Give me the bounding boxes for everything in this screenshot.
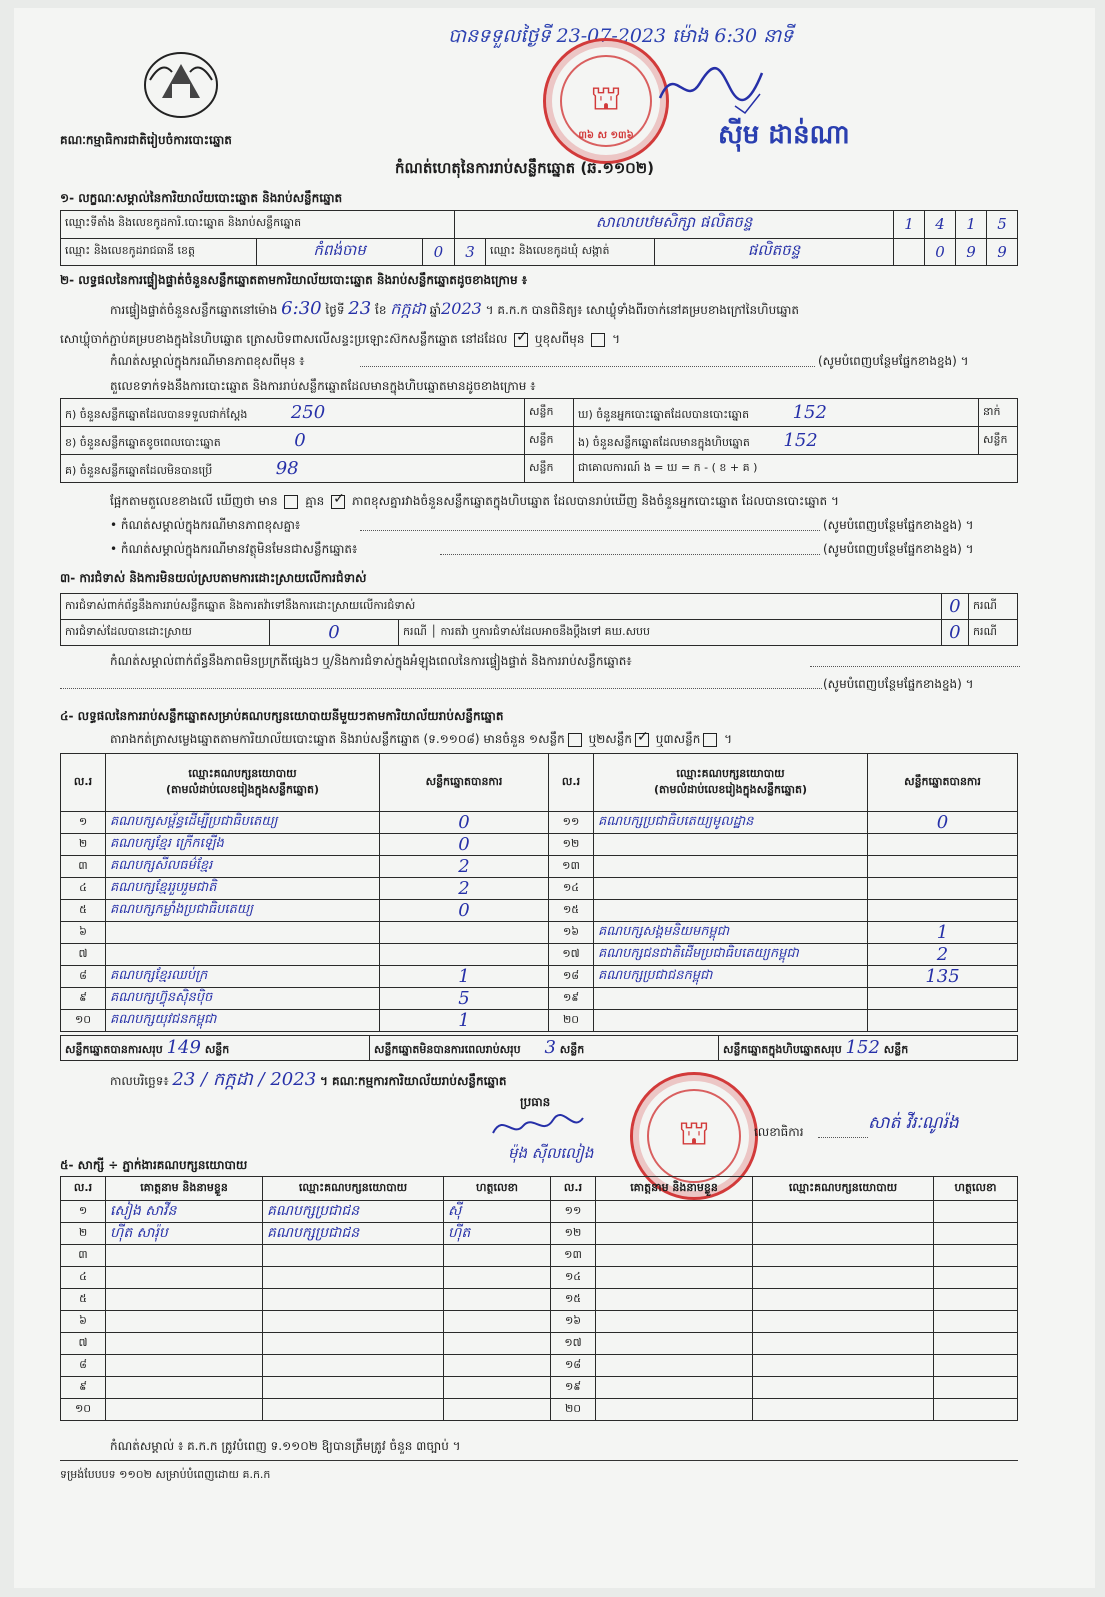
witness-signature: [934, 1311, 1018, 1333]
vote-count: [868, 1010, 1018, 1032]
row-number: ១៧: [551, 1333, 596, 1355]
row-number: ១២: [549, 834, 594, 856]
secretary-label: លេខាធិការ: [754, 1125, 804, 1139]
total-invalid: 3: [544, 1037, 556, 1058]
witness-signature: [934, 1355, 1018, 1377]
three-sheet-checkbox[interactable]: [703, 733, 717, 747]
table-row: [61, 812, 1018, 834]
note-hint: (សូមបំពេញបន្ថែមផ្នែកខាងខ្នង) ។: [818, 354, 969, 368]
witness-signature: [444, 1377, 551, 1399]
witness-signature: ហ៊ីត: [444, 1223, 551, 1245]
witness-party: [263, 1289, 444, 1311]
row-number: ១២: [551, 1223, 596, 1245]
witness-party: [263, 1399, 444, 1421]
row-number: ១០: [61, 1399, 106, 1421]
witness-party: [753, 1245, 934, 1267]
witness-name: [596, 1289, 753, 1311]
figures-intro: តួលេខទាក់ទងនឹងការបោះឆ្នោត និងការរាប់សន្លឹកឆ្នោតដែលមានក្នុងហិបឆ្នោតមានដូចខាងក្រោម ៖: [110, 379, 536, 393]
section1-table: ឈ្មោះទីតាំង និងលេខកូដការិ.បោះឆ្នោត និងរាប់សន្លឹកឆ្នោត សាលាបឋមសិក្សា ផលិតចន្ទ 1 4 1 5 ឈ្មោះ និងលេខកូដរាជធានី ខេត្ត កំពង់ចាម 0 3 ឈ្មោះ និងលេខកូដឃុំ សង្កាត់ ផលិតចន្ទ 0 9 9: [60, 210, 1018, 266]
note-difference: • កំណត់សម្គាល់ក្នុងករណីមានភាពខុសគ្នា៖: [110, 518, 301, 532]
province-label: ឈ្មោះ និងលេខកូដរាជធានី ខេត្ត: [61, 238, 257, 266]
witness-name: [596, 1355, 753, 1377]
witness-signature: [934, 1201, 1018, 1223]
polling-station-value: សាលាបឋមសិក្សា ផលិតចន្ទ: [455, 211, 894, 239]
unchanged-checkbox[interactable]: ✓: [516, 328, 528, 345]
witness-signature: ស៊ី: [444, 1201, 551, 1223]
table-row: [61, 1267, 1018, 1289]
row-number: ១៤: [551, 1267, 596, 1289]
witness-party: [753, 1355, 934, 1377]
party-name: [594, 1010, 868, 1032]
vote-count: 2: [380, 856, 549, 878]
note-foreign-object: • កំណត់សម្គាល់ក្នុងករណីមានវត្ថុមិនមែនជាសន្លឹកឆ្នោត៖: [110, 542, 358, 556]
row-number: ៧: [61, 944, 106, 966]
party-name: [594, 988, 868, 1010]
nec-logo: [142, 50, 220, 120]
witness-name: សៀង សាវីន: [106, 1201, 263, 1223]
appeal-count: 0: [941, 620, 968, 646]
party-name: [106, 922, 380, 944]
vote-count: [380, 944, 549, 966]
witness-name: ហ៊ីត សារ៉ុប: [106, 1223, 263, 1245]
witness-signature: [934, 1377, 1018, 1399]
section3-heading: ៣- ការជំទាស់ និងការមិនយល់ស្របតាមការដោះស្រាយលើការជំទាស់: [60, 571, 367, 585]
vote-count: 0: [868, 812, 1018, 834]
witness-signature: [444, 1311, 551, 1333]
section2-heading: ២- លទ្ធផលនៃការផ្ទៀងផ្ទាត់ចំនួនសន្លឹកឆ្នោតតាមការិយាល័យបោះឆ្នោត និងរាប់សន្លឹកឆ្នោតដូចខាងក្រោម ៖: [60, 273, 528, 287]
row-number: ៩: [61, 1377, 106, 1399]
row-number: ៨: [61, 1355, 106, 1377]
chair-name: ម៉ុង ស៊ីលលៀង: [508, 1144, 594, 1162]
witness-name: [596, 1201, 753, 1223]
witness-name: [596, 1245, 753, 1267]
witness-signature: [934, 1223, 1018, 1245]
date-line: កាលបរិច្ឆេទ៖ 23 / កក្កដា / 2023 ។ គណៈកម្មការការិយាល័យរាប់សន្លឹកឆ្នោត: [110, 1069, 507, 1090]
table-row: [61, 1311, 1018, 1333]
witness-name: [596, 1399, 753, 1421]
witness-party: [753, 1311, 934, 1333]
table-row: [61, 878, 1018, 900]
row-number: ២០: [549, 1010, 594, 1032]
commune-label: ឈ្មោះ និងលេខកូដឃុំ សង្កាត់: [486, 238, 655, 266]
date-value: 23 / កក្កដា / 2023: [172, 1069, 317, 1090]
table-row: [61, 966, 1018, 988]
table-row: [61, 1333, 1018, 1355]
party-name: គណបក្សប្រជាធិបតេយ្យមូលដ្ឋាន: [594, 812, 868, 834]
witness-party: គណបក្សប្រជាជន: [263, 1201, 444, 1223]
party-name: គណបក្សជនជាតិដើមប្រជាធិបតេយ្យកម្ពុជា: [594, 944, 868, 966]
vote-count: [868, 988, 1018, 1010]
witness-name: [106, 1245, 263, 1267]
one-sheet-checkbox[interactable]: [568, 733, 582, 747]
secretary-name: សាត់ វីរៈណូរ៉ង: [868, 1113, 959, 1133]
tally-sheet-line: តារាងកត់ត្រាសម្លេងឆ្នោតតាមការិយាល័យបោះឆ្នោត និងរាប់សន្លឹកឆ្នោត (ទ.១១០៨) មានចំនួន ១សន្លឹក ឬ២សន្លឹក ✓ ឬ៣សន្លឹក ។: [110, 728, 733, 746]
witness-party: [753, 1377, 934, 1399]
table-row: [61, 1010, 1018, 1032]
vote-count: 0: [380, 900, 549, 922]
witness-party: [263, 1333, 444, 1355]
table-row: [61, 900, 1018, 922]
chair-label: ប្រធាន: [520, 1095, 551, 1109]
row-number: ១៣: [549, 856, 594, 878]
table-row: [61, 1245, 1018, 1267]
total-in-box: 152: [845, 1037, 880, 1058]
witness-table: ល.រ គោត្តនាម និងនាមខ្លួន ឈ្មោះគណបក្សនយោបាយ ហត្ថលេខា ល.រ គោត្តនាម និងនាមខ្លួន ឈ្មោះគណបក្សនយោបាយ ហត្ថលេខា ១ សៀង សាវីន គណបក្សប្រជាជន ស៊ី ១១ ២ ហ៊ីត សារ៉ុប គណបក្សប្រជាជន ហ៊ីត ១២ ៣ ១៣ ៤ ១៤ ៥ ១៥ ៦ ១៦ ៧ ១៧ ៨ ១៨ ៩ ១៩ ១០ ២០: [60, 1176, 1018, 1421]
vote-count: 135: [868, 966, 1018, 988]
witness-name: [106, 1311, 263, 1333]
witness-name: [596, 1377, 753, 1399]
witness-name: [596, 1311, 753, 1333]
vote-count: [868, 878, 1018, 900]
spoiled-count: 0: [294, 429, 306, 451]
table-row: [61, 1399, 1018, 1421]
ballots-in-box: 152: [783, 429, 818, 451]
witness-party: [753, 1333, 934, 1355]
difference-line: ផ្អែកតាមតួលេខខាងលើ ឃើញថា មាន គ្មាន ✓ ភាពខុសគ្នារវាងចំនួនសន្លឹកឆ្នោតក្នុងហិបឆ្នោត ដែលបានរាប់ឃើញ និងចំនួនអ្នកបោះឆ្នោត ដែលបានបោះឆ្នោត ។: [110, 490, 839, 508]
row-number: ១០: [61, 1010, 106, 1032]
witness-signature: [934, 1289, 1018, 1311]
province-value: កំពង់ចាម: [257, 238, 422, 266]
table-row: [61, 1355, 1018, 1377]
section4-heading: ៤- លទ្ធផលនៃការរាប់សន្លឹកឆ្នោតសម្រាប់គណបក្សនយោបាយនីមួយៗតាមការិយាល័យរាប់សន្លឹកឆ្នោត: [60, 709, 504, 723]
row-number: ៩: [61, 988, 106, 1010]
row-number: ១: [61, 1201, 106, 1223]
stamp-emblem-icon: ⛫: [678, 1113, 710, 1154]
row-number: ៦: [61, 922, 106, 944]
party-name: គណបក្សប្រជាជនកម្ពុជា: [594, 966, 868, 988]
table-row: [61, 1201, 1018, 1223]
witness-name: [106, 1289, 263, 1311]
row-number: ៣: [61, 1245, 106, 1267]
party-name: គណបក្សកម្លាំងប្រជាធិបតេយ្យ: [106, 900, 380, 922]
table-row: [61, 944, 1018, 966]
vote-count: 1: [868, 922, 1018, 944]
table-row: [61, 1377, 1018, 1399]
witness-signature: [444, 1355, 551, 1377]
vote-count: 2: [380, 878, 549, 900]
table-row: [61, 1223, 1018, 1245]
commune-value: ផលិតចន្ទ: [655, 238, 894, 266]
changed-checkbox[interactable]: [591, 333, 605, 347]
objections-count: 0: [941, 594, 968, 620]
received-note: បានទទួលថ្ងៃទី 23-07-2023 ម៉ោង 6:30 នាទី: [448, 25, 794, 47]
official-stamp-top: ⛫ ៣៦ ស ១៣៦: [543, 38, 669, 164]
row-number: ១៦: [549, 922, 594, 944]
witness-signature: [444, 1333, 551, 1355]
row-number: ៤: [61, 878, 106, 900]
received-count: 250: [290, 401, 326, 423]
row-number: ១៤: [549, 878, 594, 900]
row-number: ១៥: [549, 900, 594, 922]
witness-party: [753, 1201, 934, 1223]
row-number: ១៣: [551, 1245, 596, 1267]
row-number: ១: [61, 812, 106, 834]
section1-heading: ១- លក្ខណៈសម្គាល់នៃការិយាល័យបោះឆ្នោត និងរាប់សន្លឹកឆ្នោត: [60, 191, 343, 205]
witness-party: [263, 1355, 444, 1377]
vote-count: 5: [380, 988, 549, 1010]
verify-line: ការផ្ទៀងផ្ទាត់ចំនួនសន្លឹកឆ្នោតនៅម៉ោង 6:30 ថ្ងៃទី 23 ខែ កក្កដា ឆ្នាំ2023 ។ គ.ក.ក បានពិនិត្យ៖ សោឃ្លុំទាំងពីរចាក់នៅគម្របខាងក្រៅនៃហិបឆ្នោត: [110, 298, 800, 319]
vote-count: [868, 856, 1018, 878]
witness-party: [263, 1245, 444, 1267]
witness-signature: [444, 1245, 551, 1267]
witness-signature: [934, 1399, 1018, 1421]
vote-count: [868, 834, 1018, 856]
party-name: គណបក្សខ្មែរឈប់ក្រ: [106, 966, 380, 988]
row-number: ៣: [61, 856, 106, 878]
voters-count: 152: [792, 401, 827, 423]
resolved-count: 0: [270, 620, 399, 646]
witness-party: [753, 1399, 934, 1421]
witness-signature: [444, 1399, 551, 1421]
row-number: ៨: [61, 966, 106, 988]
irregularity-note: កំណត់សម្គាល់ពាក់ព័ន្ធនឹងភាពមិនប្រក្រតីផ្សេងៗ ឬ/និងការជំទាស់ក្នុងអំឡុងពេលនៃការផ្ទៀងផ្ទាត់ និងការរាប់សន្លឹកឆ្នោត៖: [110, 654, 632, 668]
figures-table: ក) ចំនួនសន្លឹកឆ្នោតដែលបានទទួលជាក់ស្តែង 250 សន្លឹក ឃ) ចំនួនអ្នកបោះឆ្នោតដែលបានបោះឆ្នោត 152 នាក់ ខ) ចំនួនសន្លឹកឆ្នោតខូចពេលបោះឆ្នោត 0 សន្លឹក ង) ចំនួនសន្លឹកឆ្នោតដែលមានក្នុងហិបឆ្នោត 152 សន្លឹក គ) ចំនួនសន្លឹកឆ្នោតដែលមិនបានប្រើ 98 សន្លឹក ជាគោលការណ៍ ង = ឃ = ក - ( ខ + គ ): [60, 398, 1018, 483]
table-row: [61, 922, 1018, 944]
row-number: ១៧: [549, 944, 594, 966]
row-number: ១១: [549, 812, 594, 834]
party-name: [594, 900, 868, 922]
row-number: ៦: [61, 1311, 106, 1333]
two-sheet-checkbox[interactable]: ✓: [636, 728, 649, 745]
row-number: ២: [61, 1223, 106, 1245]
party-name: [594, 834, 868, 856]
witness-party: គណបក្សប្រជាជន: [263, 1223, 444, 1245]
row-number: ២០: [551, 1399, 596, 1421]
witness-signature: [934, 1333, 1018, 1355]
vote-count: 0: [380, 834, 549, 856]
form-note: ទម្រង់បែបបទ ១១០២ សម្រាប់បំពេញដោយ គ.ក.ក: [60, 1468, 271, 1481]
committee-name: គណៈកម្មាធិការជាតិរៀបចំការបោះឆ្នោត: [60, 133, 232, 147]
witness-name: [106, 1355, 263, 1377]
witness-signature: [444, 1267, 551, 1289]
table-row: [61, 856, 1018, 878]
has-difference-checkbox[interactable]: [284, 495, 298, 509]
row-number: ៥: [61, 1289, 106, 1311]
row-number: ២: [61, 834, 106, 856]
party-name: គណបក្សខ្មែររួបរួមជាតិ: [106, 878, 380, 900]
total-valid: 149: [166, 1037, 201, 1058]
no-difference-checkbox[interactable]: ✓: [333, 490, 345, 507]
table-row: [61, 988, 1018, 1010]
row-number: ១៨: [549, 966, 594, 988]
stamp-emblem-icon: ⛫: [590, 78, 622, 119]
row-number: ៥: [61, 900, 106, 922]
witness-party: [263, 1377, 444, 1399]
vote-count: 1: [380, 966, 549, 988]
party-name: គណបក្សសង្គមនិយមកម្ពុជា: [594, 922, 868, 944]
objections-table: ការជំទាស់ពាក់ព័ន្ធនឹងការរាប់សន្លឹកឆ្នោត និងការតវ៉ាទៅនឹងការដោះស្រាយលើការជំទាស់ 0 ករណី ការជំទាស់ដែលបានដោះស្រាយ 0 ករណី │ ការតវ៉ា ឬការជំទាស់ដែលអាចនឹងប្តឹងទៅ គឃ.សបប 0 ករណី: [60, 593, 1018, 646]
witness-name: [596, 1333, 753, 1355]
table-row: [61, 834, 1018, 856]
row-number: ៤: [61, 1267, 106, 1289]
party-name: គណបក្សសីលធម៌ខ្មែរ: [106, 856, 380, 878]
vote-count: 1: [380, 1010, 549, 1032]
receiver-name: ស៊ីម ដាន់ណា: [718, 120, 850, 150]
witness-name: [106, 1333, 263, 1355]
vote-count: 0: [380, 812, 549, 834]
row-number: ១៦: [551, 1311, 596, 1333]
verify-line-2: សោឃ្លុំចាក់ភ្ជាប់គម្របខាងក្នុងនៃហិបឆ្នោត ត្រោសបិទពាសលើសន្ទះប្រឡោះស៊កសន្លឹកឆ្នោត នៅដដែល ✓ ឬខុសពីមុន ។: [60, 328, 620, 346]
unused-count: 98: [275, 457, 299, 479]
witness-party: [753, 1267, 934, 1289]
witness-name: [596, 1223, 753, 1245]
witness-name: [596, 1267, 753, 1289]
vote-count: 2: [868, 944, 1018, 966]
polling-station-label: ឈ្មោះទីតាំង និងលេខកូដការិ.បោះឆ្នោត និងរាប់សន្លឹកឆ្នោត: [61, 211, 455, 239]
witness-name: [106, 1267, 263, 1289]
row-number: ៧: [61, 1333, 106, 1355]
section5-heading: ៥- សាក្សី ÷ ភ្នាក់ងារគណបក្សនយោបាយ: [60, 1158, 248, 1172]
party-name: [594, 856, 868, 878]
vote-count: [380, 922, 549, 944]
witness-party: [263, 1267, 444, 1289]
results-totals: សន្លឹកឆ្នោតបានការសរុប 149 សន្លឹក សន្លឹកឆ្នោតមិនបានការពេលរាប់សរុប 3 សន្លឹក សន្លឹកឆ្នោតក្នុងហិបឆ្នោតសរុប 152 សន្លឹក: [60, 1035, 1018, 1061]
chair-signature: [488, 1108, 588, 1148]
witness-signature: [444, 1289, 551, 1311]
party-name: គណបក្សសម្ព័ន្ធដើម្បីប្រជាធិបតេយ្យ: [106, 812, 380, 834]
table-row: [61, 1289, 1018, 1311]
witness-party: [263, 1311, 444, 1333]
witness-name: [106, 1377, 263, 1399]
footnote: កំណត់សម្គាល់ ៖ គ.ក.ក ត្រូវបំពេញ ទ.១១០២ ឱ្យបានត្រឹមត្រូវ ចំនួន ៣ច្បាប់ ។: [110, 1439, 461, 1453]
party-name: គណបក្សខ្មែរ ក្រើកឡើង: [106, 834, 380, 856]
witness-name: [106, 1399, 263, 1421]
form-title: កំណត់ហេតុនៃការរាប់សន្លឹកឆ្នោត (ឆ.១១០២): [395, 159, 655, 177]
witness-signature: [934, 1245, 1018, 1267]
party-name: គណបក្សយុវជនកម្ពុជា: [106, 1010, 380, 1032]
results-table: ល.រ ឈ្មោះគណបក្សនយោបាយ (តាមលំដាប់លេខរៀងក្នុងសន្លឹកឆ្នោត) សន្លឹកឆ្នោតបានការ ល.រ ឈ្មោះគណបក្សនយោបាយ (តាមលំដាប់លេខរៀងក្នុងសន្លឹកឆ្នោត) សន្លឹកឆ្នោតបានការ ១ គណបក្សសម្ព័ន្ធដើម្បីប្រជាធិបតេយ្យ 0 ១១ គណបក្សប្រជាធិបតេយ្យមូលដ្ឋាន 0 ២ គណបក្សខ្មែរ ក្រើកឡើង 0 ១២ ៣ គណបក្សសីលធម៌ខ្មែរ 2 ១៣ ៤ គណបក្សខ្មែររួបរួមជាតិ 2 ១៤ ៥ គណបក្សកម្លាំងប្រជាធិបតេយ្យ 0 ១៥ ៦ ១៦ គណបក្សសង្គមនិយមកម្ពុជា 1 ៧ ១៧ គណបក្សជនជាតិដើមប្រជាធិបតេយ្យកម្ពុជា 2 ៨ គណបក្សខ្មែរឈប់ក្រ 1 ១៨ គណបក្សប្រជាជនកម្ពុជា 135 ៩ គណបក្សហ៊្វុនស៊ិនប៉ិច 5 ១៩ ១០ គណបក្សយុវជនកម្ពុជា 1 ២០: [60, 753, 1018, 1032]
note-label: កំណត់សម្គាល់ក្នុងករណីមានភាពខុសពីមុន ៖: [110, 354, 305, 368]
vote-count: [868, 900, 1018, 922]
row-number: ១១: [551, 1201, 596, 1223]
witness-party: [753, 1289, 934, 1311]
party-name: [594, 878, 868, 900]
signature-top: [650, 58, 770, 118]
row-number: ១៥: [551, 1289, 596, 1311]
row-number: ១៨: [551, 1355, 596, 1377]
witness-signature: [934, 1267, 1018, 1289]
party-name: គណបក្សហ៊្វុនស៊ិនប៉ិច: [106, 988, 380, 1010]
party-name: [106, 944, 380, 966]
row-number: ១៩: [551, 1377, 596, 1399]
row-number: ១៩: [549, 988, 594, 1010]
witness-party: [753, 1223, 934, 1245]
